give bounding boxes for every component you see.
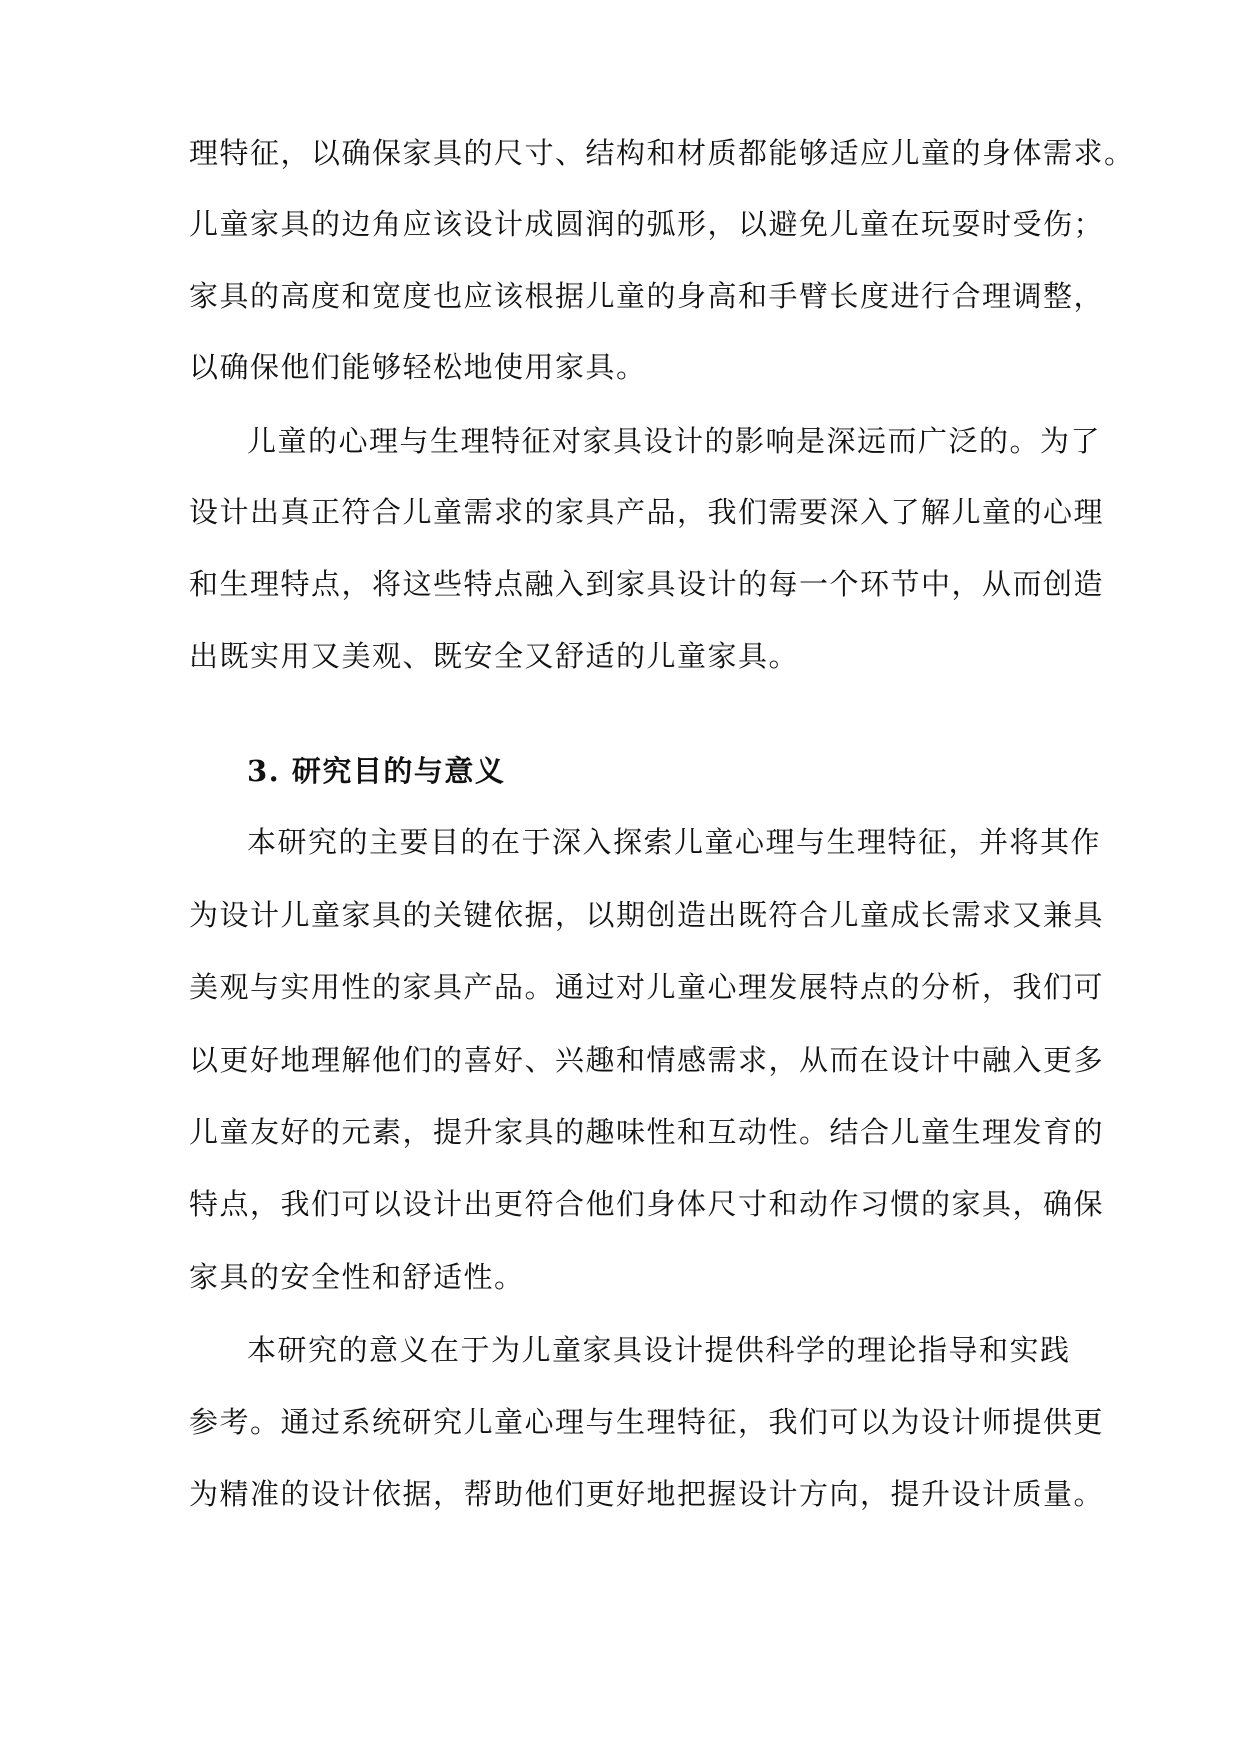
paragraph-4-line-3: 为精准的设计依据，帮助他们更好地把握设计方向，提升设计质量。: [189, 1477, 1105, 1511]
paragraph-3-line-2: 为设计儿童家具的关键依据，以期创造出既符合儿童成长需求又兼具: [189, 898, 1105, 932]
paragraph-2-line-2: 设计出真正符合儿童需求的家具产品，我们需要深入了解儿童的心理: [189, 495, 1105, 529]
paragraph-1-line-2: 儿童家具的边角应该设计成圆润的弧形，以避免儿童在玩耍时受伤；: [189, 207, 1105, 241]
paragraph-4-line-1: 本研究的意义在于为儿童家具设计提供科学的理论指导和实践: [247, 1333, 1071, 1367]
paragraph-2-line-1: 儿童的心理与生理特征对家具设计的影响是深远而广泛的。为了: [247, 424, 1102, 458]
paragraph-3-line-7: 家具的安全性和舒适性。: [189, 1260, 525, 1294]
paragraph-3-line-4: 以更好地理解他们的喜好、兴趣和情感需求，从而在设计中融入更多: [189, 1043, 1105, 1077]
section-heading: 3. 研究目的与意义: [247, 754, 506, 788]
paragraph-3-line-3: 美观与实用性的家具产品。通过对儿童心理发展特点的分析，我们可: [189, 970, 1105, 1004]
paragraph-2-line-3: 和生理特点，将这些特点融入到家具设计的每一个环节中，从而创造: [189, 567, 1105, 601]
paragraph-2-line-4: 出既实用又美观、既安全又舒适的儿童家具。: [189, 639, 800, 673]
paragraph-1-line-3: 家具的高度和宽度也应该根据儿童的身高和手臂长度进行合理调整，: [189, 279, 1105, 313]
paragraph-3-line-1: 本研究的主要目的在于深入探索儿童心理与生理特征，并将其作: [247, 825, 1102, 859]
paragraph-4-line-2: 参考。通过系统研究儿童心理与生理特征，我们可以为设计师提供更: [189, 1405, 1105, 1439]
paragraph-1-line-1: 理特征，以确保家具的尺寸、结构和材质都能够适应儿童的身体需求。: [189, 136, 1135, 170]
paragraph-3-line-5: 儿童友好的元素，提升家具的趣味性和互动性。结合儿童生理发育的: [189, 1115, 1105, 1149]
paragraph-1-line-4: 以确保他们能够轻松地使用家具。: [189, 350, 647, 384]
paragraph-3-line-6: 特点，我们可以设计出更符合他们身体尺寸和动作习惯的家具，确保: [189, 1187, 1105, 1221]
